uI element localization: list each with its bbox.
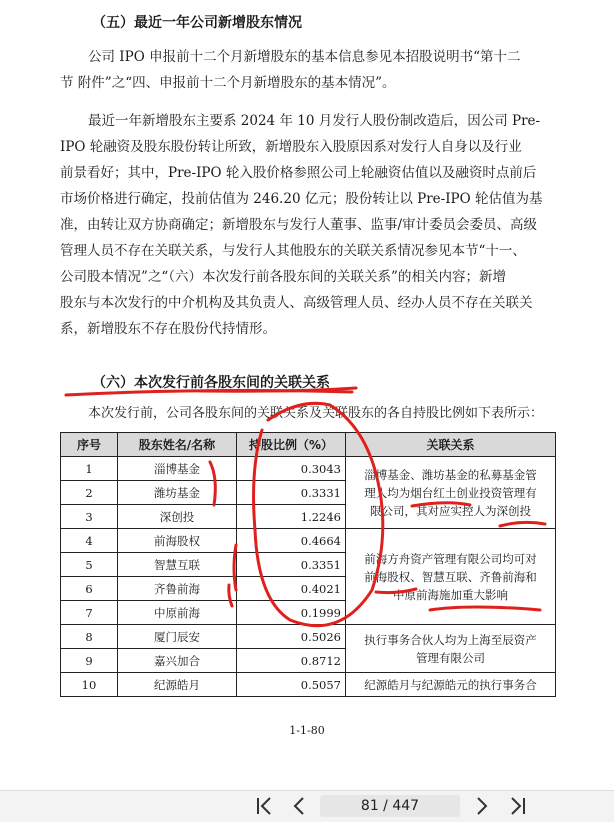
paragraph-line: 市场价格进行确定，投前估值为 246.20 亿元；股份转让以 Pre-IPO 轮估值为基: [60, 191, 543, 207]
holding-pct: 0.1999: [237, 601, 346, 625]
next-page-button[interactable]: [470, 794, 494, 818]
table-row: [61, 529, 556, 553]
shareholder-name: 嘉兴加合: [118, 649, 237, 673]
holding-pct: 1.2246: [237, 505, 346, 529]
next-page-icon: [470, 794, 494, 818]
row-number: 2: [61, 481, 118, 505]
shareholder-name: 中原前海: [118, 601, 237, 625]
relation-cell: [346, 673, 556, 697]
holding-pct: 0.4021: [237, 577, 346, 601]
col-header-relation: 关联关系: [346, 433, 556, 457]
shareholder-relation-table: [60, 432, 556, 697]
row-number: 6: [61, 577, 118, 601]
relation-line: 前海股权、智慧互联、齐鲁前海和: [364, 569, 537, 584]
relation-line: 管理有限公司: [416, 650, 485, 665]
paragraph-line: 最近一年新增股东主要系 2024 年 10 月发行人股份制改造后，因公司 Pre-: [88, 113, 541, 129]
shareholder-name: 深创投: [118, 505, 237, 529]
prev-page-icon: [287, 794, 311, 818]
row-number: 10: [61, 673, 118, 697]
row-number: 3: [61, 505, 118, 529]
holding-pct: 0.3043: [237, 457, 346, 481]
holding-pct: 0.3331: [237, 481, 346, 505]
row-number: 9: [61, 649, 118, 673]
paragraph-line: 股东与本次发行的中介机构及其负责人、高级管理人员、经办人员不存在关联关: [60, 295, 533, 311]
row-number: 7: [61, 601, 118, 625]
table-header-row: [61, 433, 556, 457]
shareholder-name: 淄博基金: [118, 457, 237, 481]
shareholder-name: 智慧互联: [118, 553, 237, 577]
col-header-name: 股东姓名/名称: [118, 433, 237, 457]
paragraph-line: 前景看好；其中，Pre-IPO 轮入股价格参照公司上轮融资估值以及融资时点前后: [60, 165, 537, 181]
shareholder-name: 潍坊基金: [118, 481, 237, 505]
last-page-icon: [506, 794, 530, 818]
holding-pct: 0.8712: [237, 649, 346, 673]
row-number: 5: [61, 553, 118, 577]
paragraph-line: 节 附件”之“四、申报前十二个月新增股东的基本情况”。: [60, 75, 396, 91]
last-page-button[interactable]: [506, 794, 530, 818]
table-row: [61, 625, 556, 649]
section-heading-6: （六）本次发行前各股东间的关联关系: [92, 375, 330, 391]
paragraph-line: 准，由转让双方协商确定；新增股东与发行人董事、监事/审计委员会委员、高级: [60, 217, 538, 233]
table-row: [61, 673, 556, 697]
relation-line: 前海方舟资产管理有限公司均可对: [364, 551, 537, 566]
relation-line: 纪源皓月与纪源皓元的执行事务合: [364, 677, 537, 692]
first-page-button[interactable]: [252, 794, 276, 818]
paragraph-line: 管理人员不存在关联关系，与发行人其他股东的关联关系情况参见本节“十一、: [60, 243, 526, 259]
pdf-viewer-toolbar: [0, 790, 614, 822]
relation-cell: [346, 457, 556, 529]
relation-line: 理人均为烟台红土创业投资管理有: [364, 485, 537, 500]
relation-line: 中原前海施加重大影响: [393, 587, 508, 602]
holding-pct: 0.3351: [237, 553, 346, 577]
relation-cell: [346, 625, 556, 673]
paragraph-2: [60, 108, 568, 342]
relation-cell: [346, 529, 556, 625]
col-header-pct: 持股比例（%）: [237, 433, 346, 457]
paragraph-line: 公司股本情况”之“（六）本次发行前各股东间的关联关系”的相关内容；新增: [60, 269, 506, 285]
relation-line: 限公司，其对应实控人为深创投: [370, 503, 531, 518]
relation-line: 淄博基金、潍坊基金的私募基金管: [364, 467, 537, 482]
prev-page-button[interactable]: [287, 794, 311, 818]
row-number: 4: [61, 529, 118, 553]
paragraph-line: 系，新增股东不存在股份代持情形。: [60, 321, 276, 337]
table-row: [61, 457, 556, 481]
relation-line: 执行事务合伙人均为上海至辰资产: [364, 632, 537, 647]
row-number: 8: [61, 625, 118, 649]
paragraph-1: [60, 44, 568, 96]
shareholder-name: 纪源皓月: [118, 673, 237, 697]
paragraph-line: 公司 IPO 申报前十二个月新增股东的基本信息参见本招股说明书“第十二: [88, 49, 521, 65]
first-page-icon: [252, 794, 276, 818]
holding-pct: 0.5026: [237, 625, 346, 649]
page-footer-number: 1-1-80: [289, 724, 325, 737]
paragraph-line: IPO 轮融资及股东股份转让所致，新增股东入股原因系对发行人自身以及行业: [60, 139, 522, 155]
shareholder-name: 齐鲁前海: [118, 577, 237, 601]
shareholder-name: 前海股权: [118, 529, 237, 553]
holding-pct: 0.4664: [237, 529, 346, 553]
col-header-no: 序号: [61, 433, 118, 457]
page-indicator[interactable]: 81 / 447: [320, 795, 460, 817]
holding-pct: 0.5057: [237, 673, 346, 697]
row-number: 1: [61, 457, 118, 481]
section-heading-5: （五）最近一年公司新增股东情况: [92, 15, 302, 31]
table-intro: 本次发行前，公司各股东间的关联关系及关联股东的各自持股比例如下表所示：: [88, 406, 544, 421]
shareholder-name: 厦门辰安: [118, 625, 237, 649]
